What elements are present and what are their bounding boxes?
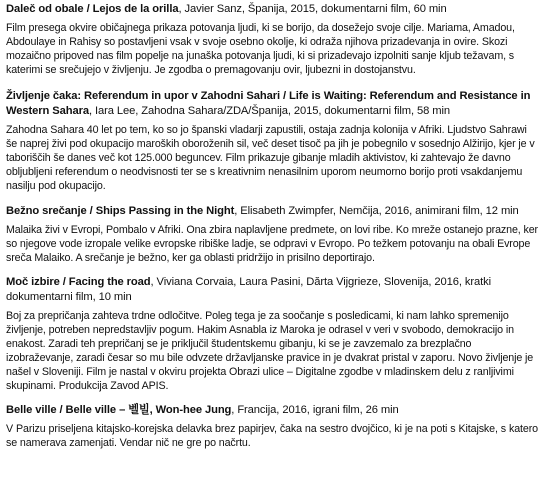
film-description: Zahodna Sahara 40 let po tem, ko so jo španski vladarji zapustili, ostaja zadnja kolonija v Afriki. Ljudstvo Sahrawi še naprej živi pod okupacijo maroških oboroženih sil, več deset tisoč pa jih je pobegnilo v sosednjo Alžirijo, kjer je v taboriščih še danes več kot 125.000 beguncev. Film prikazuje gibanje mladih aktivistov, ki zahtevajo že davno obljubljeni referendum o neodvisnosti ter se s kreativnim nenasilnim uporom neumorno borijo proti vsakdanjemu nasilju pod okupacijo.	[6, 124, 535, 192]
film-description: Malaika živi v Evropi, Pombalo v Afriki. Ona zbira naplavljene predmete, on lovi ribe. Ko mreže ostanejo prazne, ker so njegove vode izropale velike evropske ribiške ladje, se odpravi v Evropo. Po težkem potovanju na obali Evrope sreča Malaiko. A srečanje je bežno, ker ga oblasti pridržijo in prisilno deportirajo.	[6, 224, 538, 264]
film-entry	[6, 2, 538, 77]
film-title: Moč izbire / Facing the road	[6, 276, 151, 288]
film-entry	[6, 275, 538, 393]
film-title: Bežno srečanje / Ships Passing in the Night	[6, 205, 235, 217]
film-heading	[6, 89, 538, 119]
film-title: Daleč od obale / Lejos de la orilla	[6, 3, 179, 15]
film-heading	[6, 275, 538, 305]
film-heading	[6, 403, 538, 418]
film-title: Belle ville / Belle ville – 벨빌, Won-hee Jung	[6, 404, 232, 416]
film-meta: , Viviana Corvaia, Laura Pasini, Dărta Vijgrieze, Slovenija, 2016, kratki dokumentarni film, 10 min	[6, 276, 492, 303]
film-entry	[6, 204, 538, 265]
film-description: Film presega okvire običajnega prikaza potovanja ljudi, ki se borijo, da dosežejo svoje cilje. Mariama, Amadou, Abdoulaye in Rahisy so postavljeni vsak v svoje osebno okolje, ki odraža njihova prizadevanja in ovire. Skozi mozaično pripoved nas film popelje na junaška potovanja ljudi, ki si prizadevajo izpolniti sanje kljub težavam, s katerimi se srečujejo v življenju. Je zgodba o premagovanju ovir, ljubezni in dostojanstvu.	[6, 22, 515, 76]
film-meta: , Francija, 2016, igrani film, 26 min	[231, 404, 399, 416]
film-title: Življenje čaka: Referendum in upor v Zahodni Sahari / Life is Waiting: Referendum and Resistance in Western Sahara	[6, 90, 531, 117]
film-description: V Parizu priseljena kitajsko-korejska delavka brez papirjev, čaka na sestro dvojčico, ki je na poti s Kitajske, s katero se namerava zamenjati. Vendar nič ne gre po načrtu.	[6, 423, 538, 449]
film-entry	[6, 403, 538, 450]
film-entry	[6, 89, 538, 193]
film-meta: , Javier Sanz, Španija, 2015, dokumentarni film, 60 min	[178, 3, 447, 15]
film-description: Boj za prepričanja zahteva trdne odločitve. Poleg tega je za soočanje s posledicami, ki nam lahko spremenijo življenje, potreben nepredstavljiv pogum. Hakim Asnabla iz Maroka je odrasel v veri v svobodo, demokracijo in enakost. Zaradi teh prepričanj se je priključil študentskemu gibanju, ki se je zavzemalo za brezplačno izobraževanje, zaradi česar so mu bile odvzete državljanske pravice in je dvakrat pristal v zaporu. Novo življenje je našel v Sloveniji. Film je nastal v okviru projekta Obrazi ulice – Digitalne zgodbe v mladinskem delu z ranljivimi skupinami. Produkcija Zavod APIS.	[6, 310, 534, 392]
film-heading	[6, 2, 538, 17]
film-heading	[6, 204, 538, 219]
film-meta: , Iara Lee, Zahodna Sahara/ZDA/Španija, 2015, dokumentarni film, 58 min	[88, 105, 451, 117]
film-meta: , Elisabeth Zwimpfer, Nemčija, 2016, animirani film, 12 min	[234, 205, 519, 217]
